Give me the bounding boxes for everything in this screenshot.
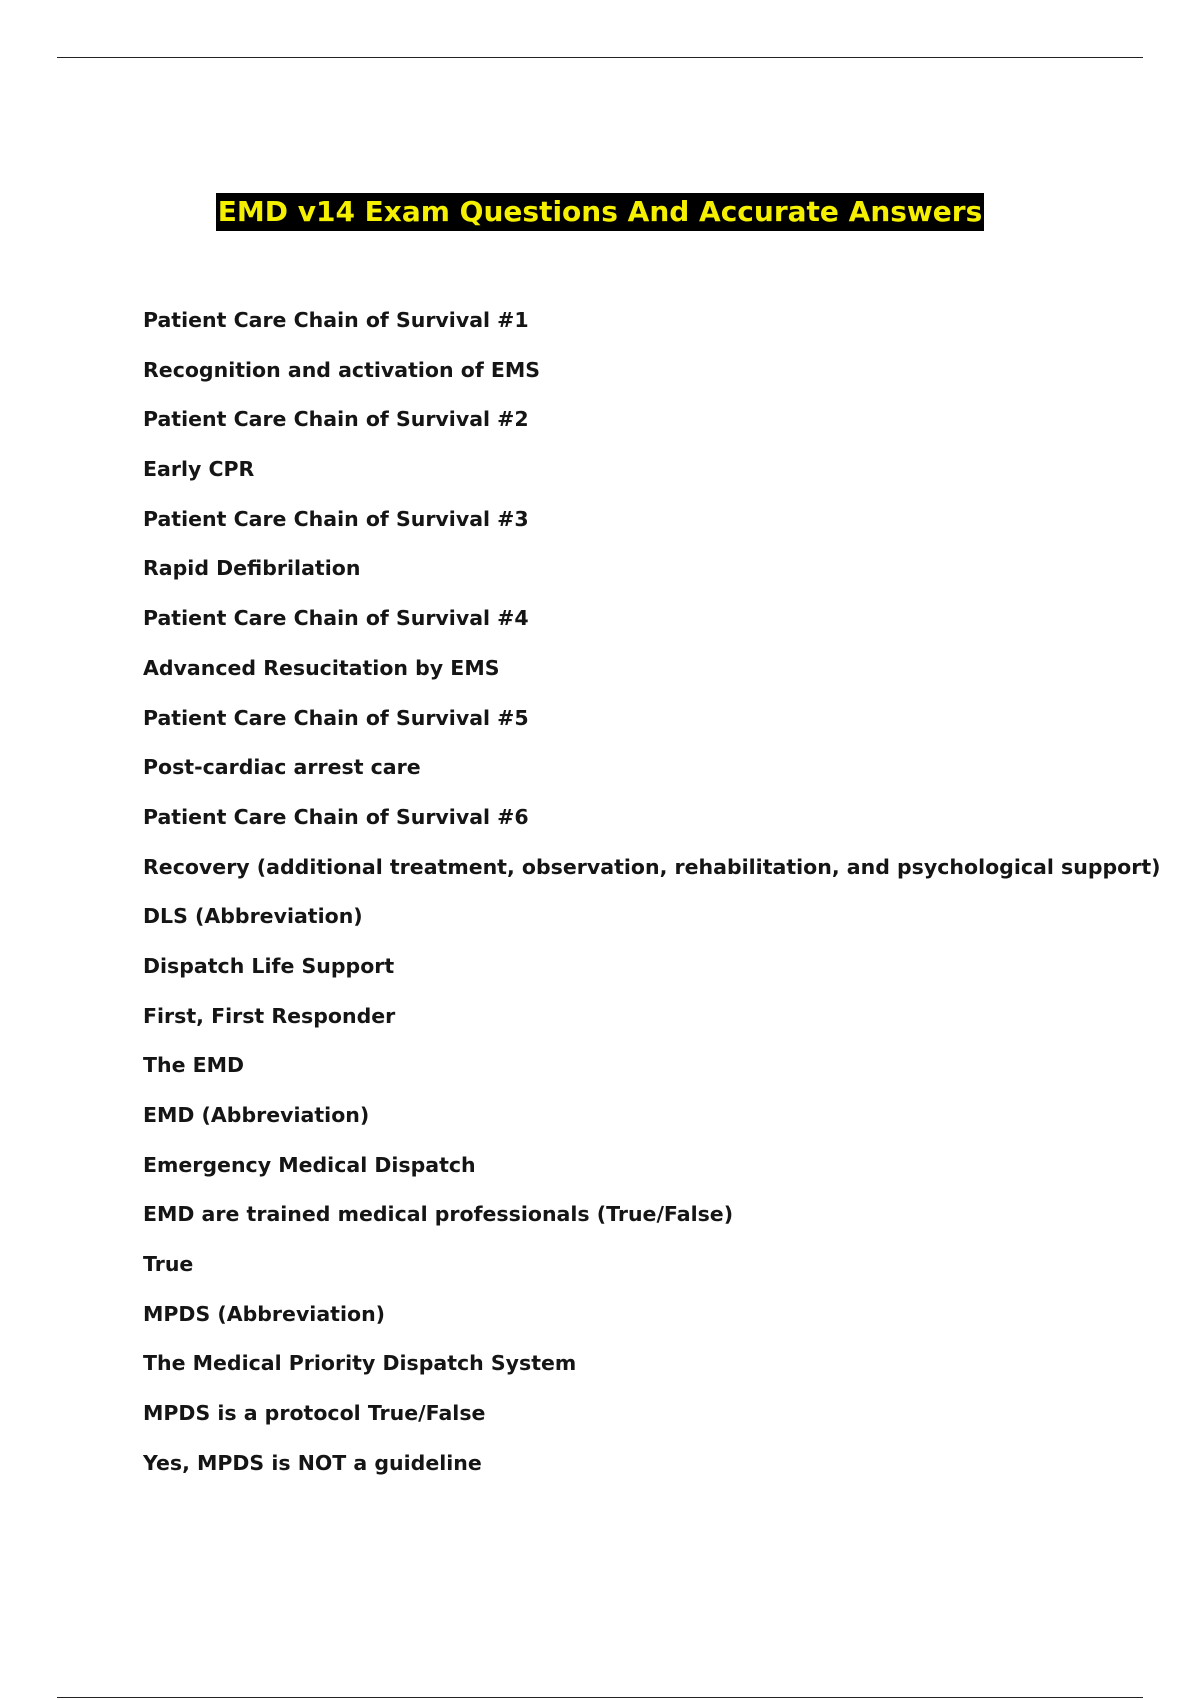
answer-line: Rapid Defibrilation (143, 556, 361, 581)
answer-line: The EMD (143, 1053, 245, 1078)
answer-line: Early CPR (143, 457, 255, 482)
question-line: MPDS (Abbreviation) (143, 1301, 386, 1326)
header-rule (57, 57, 1143, 58)
qa-list (143, 305, 1161, 1498)
question-line: Patient Care Chain of Survival #4 (143, 606, 529, 631)
footer-rule (57, 1697, 1143, 1698)
document-title: EMD v14 Exam Questions And Accurate Answers (216, 193, 985, 231)
question-line: DLS (Abbreviation) (143, 904, 363, 929)
answer-line: Yes, MPDS is NOT a guideline (143, 1450, 482, 1475)
answer-line: The Medical Priority Dispatch System (143, 1351, 577, 1376)
question-line: Patient Care Chain of Survival #2 (143, 407, 529, 432)
question-line: Patient Care Chain of Survival #3 (143, 506, 529, 531)
answer-line: Dispatch Life Support (143, 953, 395, 978)
question-line: Patient Care Chain of Survival #1 (143, 308, 529, 332)
answer-line: True (143, 1252, 194, 1277)
question-line: EMD (Abbreviation) (143, 1103, 370, 1127)
question-line: Patient Care Chain of Survival #6 (143, 804, 529, 829)
question-line: Patient Care Chain of Survival #5 (143, 705, 529, 730)
answer-line: Recovery (additional treatment, observation, rehabilitation, and psychological support) (143, 854, 1161, 879)
question-line: First, First Responder (143, 1003, 396, 1028)
question-line: EMD are trained medical professionals (True/False) (143, 1202, 734, 1227)
answer-line: Advanced Resucitation by EMS (143, 655, 500, 680)
title-block (0, 193, 1200, 231)
answer-line: Emergency Medical Dispatch (143, 1152, 476, 1177)
answer-line: Post-cardiac arrest care (143, 755, 421, 780)
answer-line: Recognition and activation of EMS (143, 357, 541, 382)
question-line: MPDS is a protocol True/False (143, 1401, 486, 1426)
